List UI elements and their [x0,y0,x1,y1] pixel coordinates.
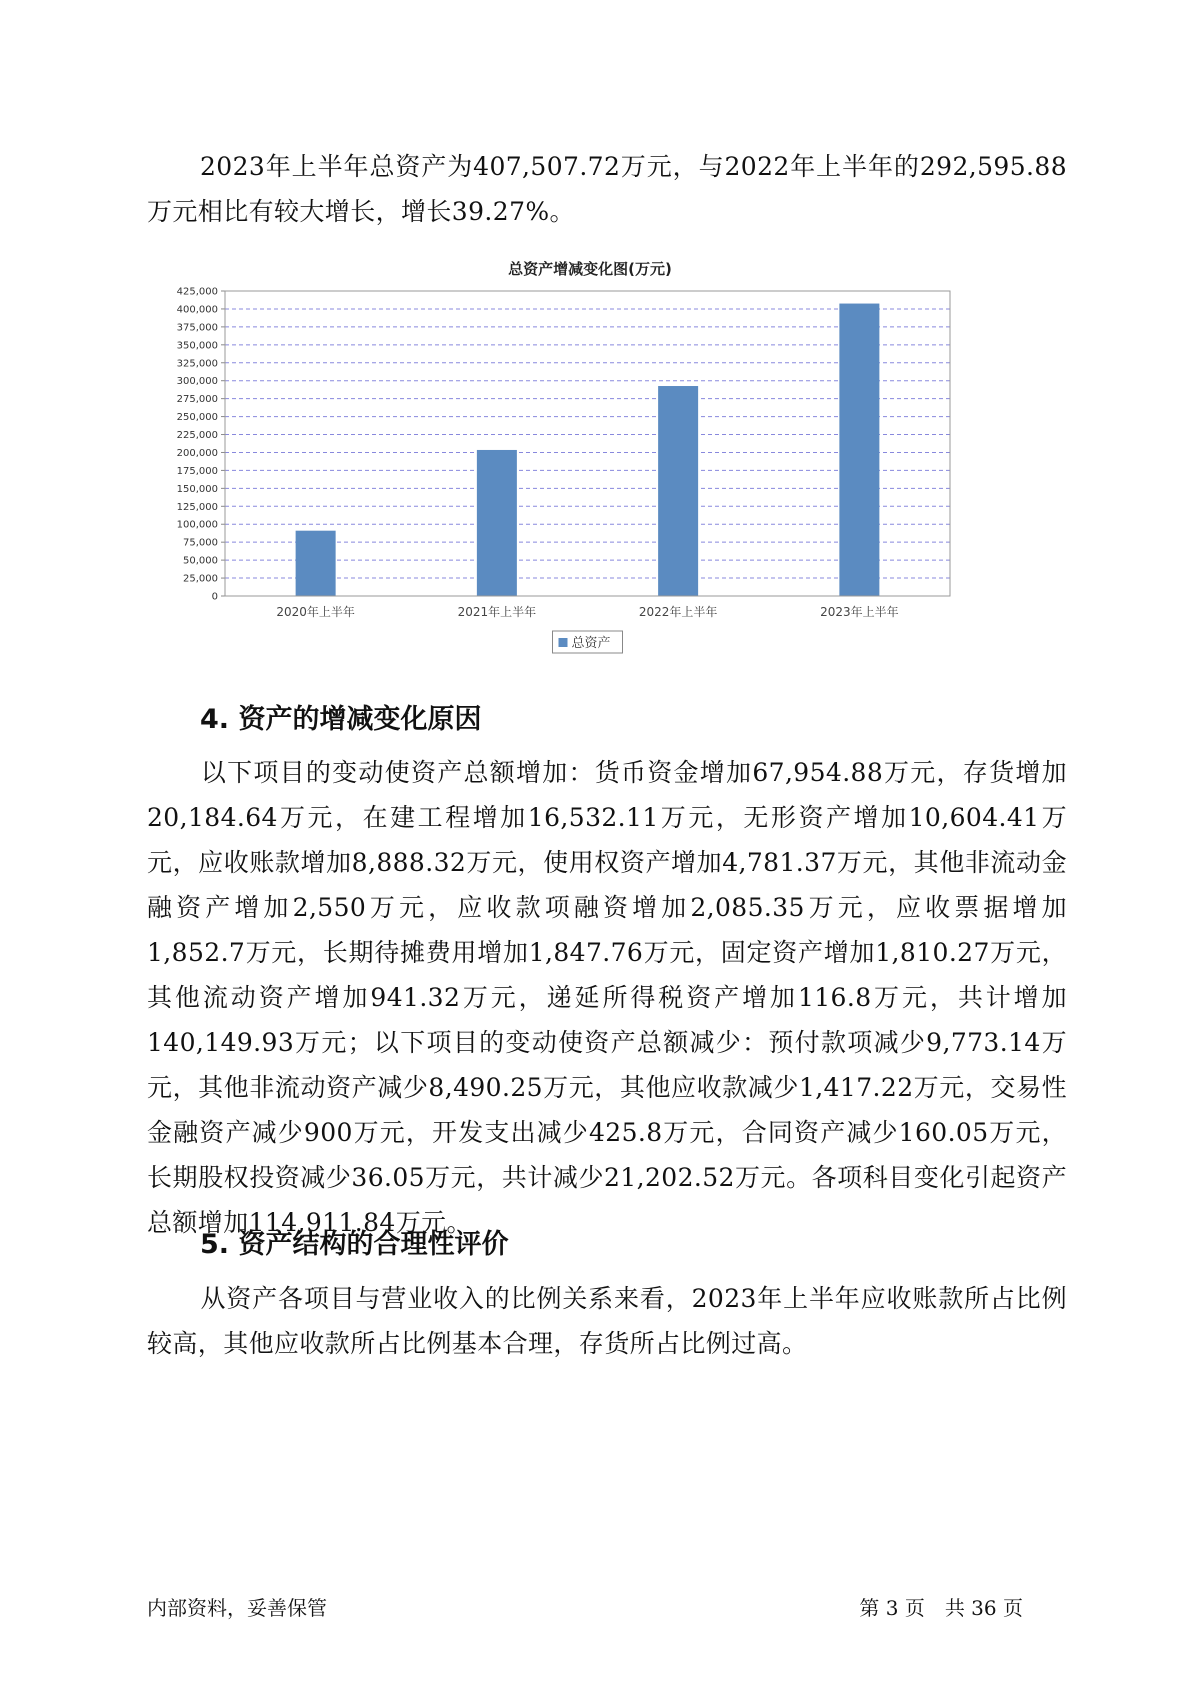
y-tick-label: 175,000 [176,465,218,477]
y-tick-label: 425,000 [176,286,218,298]
chart-title: 总资产增减变化图(万元) [508,260,672,278]
intro-paragraph: 2023年上半年总资产为407,507.72万元，与2022年上半年的292,595.88万元相比有较大增长，增长39.27%。 [147,152,1067,226]
section-4-paragraph: 以下项目的变动使资产总额增加：货币资金增加67,954.88万元，存货增加20,184.64万元，在建工程增加16,532.11万元，无形资产增加10,604.41万元，应收账款增加8,888.32万元，使用权资产增加4,781.37万元，其他非流动金融资产增加2,550万元，应收款项融资增加2,085.35万元，应收票据增加1,852.7万元，长期待摊费用增加1,847.76万元，固定资产增加1,810.27万元，其他流动资产增加941.32万元，递延所得税资产增加116.8万元，共计增加140,149.93万元；以下项目的变动使资产总额减少：预付款项减少9,773.14万元，其他非流动资产减少8,490.25万元，其他应收款减少1,417.22万元，交易性金融资产减少900万元，开发支出减少425.8万元，合同资产减少160.05万元，长期股权投资减少36.05万元，共计减少21,202.52万元。各项科目变化引起资产总额增加114,911.84万元。 [147,758,1067,1237]
bar-4 [839,304,879,596]
y-tick-label: 0 [211,591,218,603]
footer-page-number: 第 3 页 共 36 页 [859,1596,1023,1620]
y-tick-label: 50,000 [183,555,218,567]
y-tick-label: 400,000 [176,304,218,316]
y-tick-label: 200,000 [176,447,218,459]
y-tick-label: 350,000 [176,340,218,352]
section-5-paragraph: 从资产各项目与营业收入的比例关系来看，2023年上半年应收账款所占比例较高，其他应收款所占比例基本合理，存货所占比例过高。 [147,1284,1067,1358]
y-tick-label: 150,000 [176,483,218,495]
x-tick-label: 2023年上半年 [820,605,899,619]
section-4-heading: 4. 资产的增减变化原因 [200,704,482,735]
x-tick-label: 2020年上半年 [276,605,355,619]
bar-3 [658,386,698,596]
x-tick-label: 2022年上半年 [638,605,718,619]
y-tick-label: 300,000 [176,376,218,388]
bars [296,304,880,596]
y-tick-label: 25,000 [183,573,218,585]
y-tick-label: 375,000 [176,322,218,334]
section-5-heading: 5. 资产结构的合理性评价 [200,1229,509,1260]
y-tick-label: 275,000 [176,394,218,406]
y-tick-label: 125,000 [176,501,218,513]
y-tick-label: 100,000 [176,519,218,531]
x-tick-label: 2021年上半年 [457,605,537,619]
y-tick-label: 325,000 [176,358,218,370]
total-assets-bar-chart [170,258,1020,678]
bar-1 [296,531,336,596]
y-tick-label: 75,000 [183,537,218,549]
bar-2 [477,450,517,596]
legend-swatch [559,638,568,647]
y-axis-ticks [177,287,225,603]
footer-confidential-note: 内部资料，妥善保管 [147,1596,327,1620]
legend [553,631,623,653]
y-tick-label: 250,000 [176,412,218,424]
legend-label-total-assets: 总资产 [571,636,611,651]
x-axis-ticks [276,604,898,619]
y-tick-label: 225,000 [176,430,218,442]
